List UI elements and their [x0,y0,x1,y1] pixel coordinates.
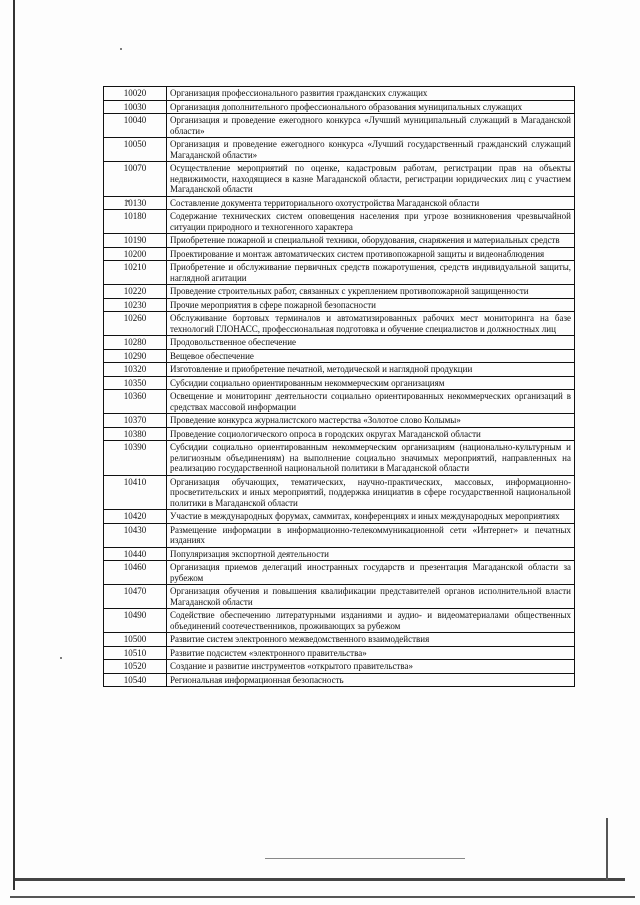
row-code: 10130 [104,196,167,210]
row-description: Организация обучения и повышения квалификации представителей органов исполнительной власти Магаданской области [167,585,575,609]
row-code: 10390 [104,441,167,476]
table-row [104,660,575,674]
row-code: 10220 [104,285,167,299]
row-description: Продовольственное обеспечение [167,336,575,350]
row-code: 10070 [104,162,167,197]
row-code: 10520 [104,660,167,674]
row-code: 10320 [104,363,167,377]
row-code: 10050 [104,138,167,162]
table-row [104,285,575,299]
row-code: 10440 [104,547,167,561]
row-code: 10200 [104,247,167,261]
scan-speck [120,48,122,50]
row-description: Содействие обеспечению литературными изданиями и аудио- и видеоматериалами общественных объединений соотечественников, проживающих за рубежом [167,609,575,633]
row-code: 10460 [104,561,167,585]
row-description: Приобретение пожарной и специальной техники, оборудования, снаряжения и материальных средств [167,234,575,248]
row-code: 10540 [104,673,167,687]
row-code: 10380 [104,427,167,441]
table-row [104,298,575,312]
row-description: Содержание технических систем оповещения населения при угрозе возникновения чрезвычайной ситуации природного и техногенного характера [167,210,575,234]
row-code: 10030 [104,100,167,114]
table-row [104,609,575,633]
row-description: Организация профессионального развития гражданских служащих [167,87,575,101]
table-row [104,523,575,547]
table-row [104,363,575,377]
row-description: Проведение строительных работ, связанных с укреплением противопожарной защищенности [167,285,575,299]
row-description: Осуществление мероприятий по оценке, кадастровым работам, регистрации прав на объекты недвижимости, находящиеся в казне Магаданской области, регистрации юридических лиц с участием Магаданской области [167,162,575,197]
table-row [104,261,575,285]
table-row [104,336,575,350]
table-row [104,633,575,647]
row-code: 10490 [104,609,167,633]
row-description: Вещевое обеспечение [167,349,575,363]
row-description: Субсидии социально ориентированным некоммерческим организациям (национально-культурным и религиозным объединениям) на выполнение социально значимых мероприятий, направленных на реализацию государственной национальной политики в Магаданской области [167,441,575,476]
table-row [104,312,575,336]
scan-footer-line [265,858,465,859]
row-code: 10180 [104,210,167,234]
row-code: 10040 [104,114,167,138]
row-description: Проектирование и монтаж автоматических систем противопожарной защиты и видеонаблюдения [167,247,575,261]
scan-edge-left [13,0,15,890]
row-description: Организация обучающих, тематических, научно-практических, массовых, информационно-просветительских и иных мероприятий, поддержка инициатив в сфере государственной национальной политики в Магаданской области [167,475,575,510]
scan-edge-bottom-outer [10,896,635,898]
table-row [104,390,575,414]
table-row [104,162,575,197]
row-description: Организация дополнительного профессионального образования муниципальных служащих [167,100,575,114]
row-code: 10410 [104,475,167,510]
table-body [104,87,575,687]
row-code: 10420 [104,510,167,524]
row-code: 10260 [104,312,167,336]
row-code: 10280 [104,336,167,350]
scan-edge-right [606,818,608,880]
budget-codes-table [103,86,575,687]
row-description: Развитие систем электронного межведомственного взаимодействия [167,633,575,647]
table-row [104,138,575,162]
table-row [104,376,575,390]
table-row [104,547,575,561]
table-row [104,561,575,585]
row-description: Организация приемов делегаций иностранных государств и презентация Магаданской области за рубежом [167,561,575,585]
row-code: 10190 [104,234,167,248]
table-row [104,414,575,428]
row-description: Освещение и мониторинг деятельности социально ориентированных некоммерческих организаций в средствах массовой информации [167,390,575,414]
table-row [104,475,575,510]
table-row [104,210,575,234]
row-description: Проведение социологического опроса в городских округах Магаданской области [167,427,575,441]
row-description: Организация и проведение ежегодного конкурса «Лучший государственный гражданский служащий Магаданской области» [167,138,575,162]
row-code: 10230 [104,298,167,312]
row-description: Создание и развитие инструментов «открытого правительства» [167,660,575,674]
table-row [104,441,575,476]
row-description: Участие в международных форумах, саммитах, конференциях и иных международных мероприятиях [167,510,575,524]
row-description: Прочие мероприятия в сфере пожарной безопасности [167,298,575,312]
row-description: Приобретение и обслуживание первичных средств пожаротушения, средств индивидуальной защиты, наглядной агитации [167,261,575,285]
row-code: 10290 [104,349,167,363]
table-row [104,114,575,138]
row-description: Проведение конкурса журналистского мастерства «Золотое слово Колымы» [167,414,575,428]
row-code: 10370 [104,414,167,428]
row-description: Субсидии социально ориентированным некоммерческим организациям [167,376,575,390]
row-description: Региональная информационная безопасность [167,673,575,687]
row-code: 10350 [104,376,167,390]
table-row [104,196,575,210]
row-description: Изготовление и приобретение печатной, методической и наглядной продукции [167,363,575,377]
table-row [104,427,575,441]
table-row [104,646,575,660]
row-code: 10360 [104,390,167,414]
scan-edge-bottom [15,878,625,881]
row-code: 10430 [104,523,167,547]
row-description: Популяризация экспортной деятельности [167,547,575,561]
table-row [104,510,575,524]
table-row [104,349,575,363]
row-description: Развитие подсистем «электронного правительства» [167,646,575,660]
table-row [104,673,575,687]
row-code: 10210 [104,261,167,285]
row-description: Составление документа территориального охотустройства Магаданской области [167,196,575,210]
table-row [104,100,575,114]
row-code: 10470 [104,585,167,609]
table-row [104,234,575,248]
row-description: Размещение информации в информационно-телекоммуникационной сети «Интернет» и печатных изданиях [167,523,575,547]
table-row [104,247,575,261]
scan-speck [60,657,62,659]
table-row [104,87,575,101]
row-code: 10500 [104,633,167,647]
row-code: 10510 [104,646,167,660]
row-description: Организация и проведение ежегодного конкурса «Лучший муниципальный служащий в Магаданской области» [167,114,575,138]
table-row [104,585,575,609]
row-code: 10020 [104,87,167,101]
row-description: Обслуживание бортовых терминалов и автоматизированных рабочих мест мониторинга на базе технологий ГЛОНАСС, профессиональная подготовка и обучение специалистов и должностных лиц [167,312,575,336]
